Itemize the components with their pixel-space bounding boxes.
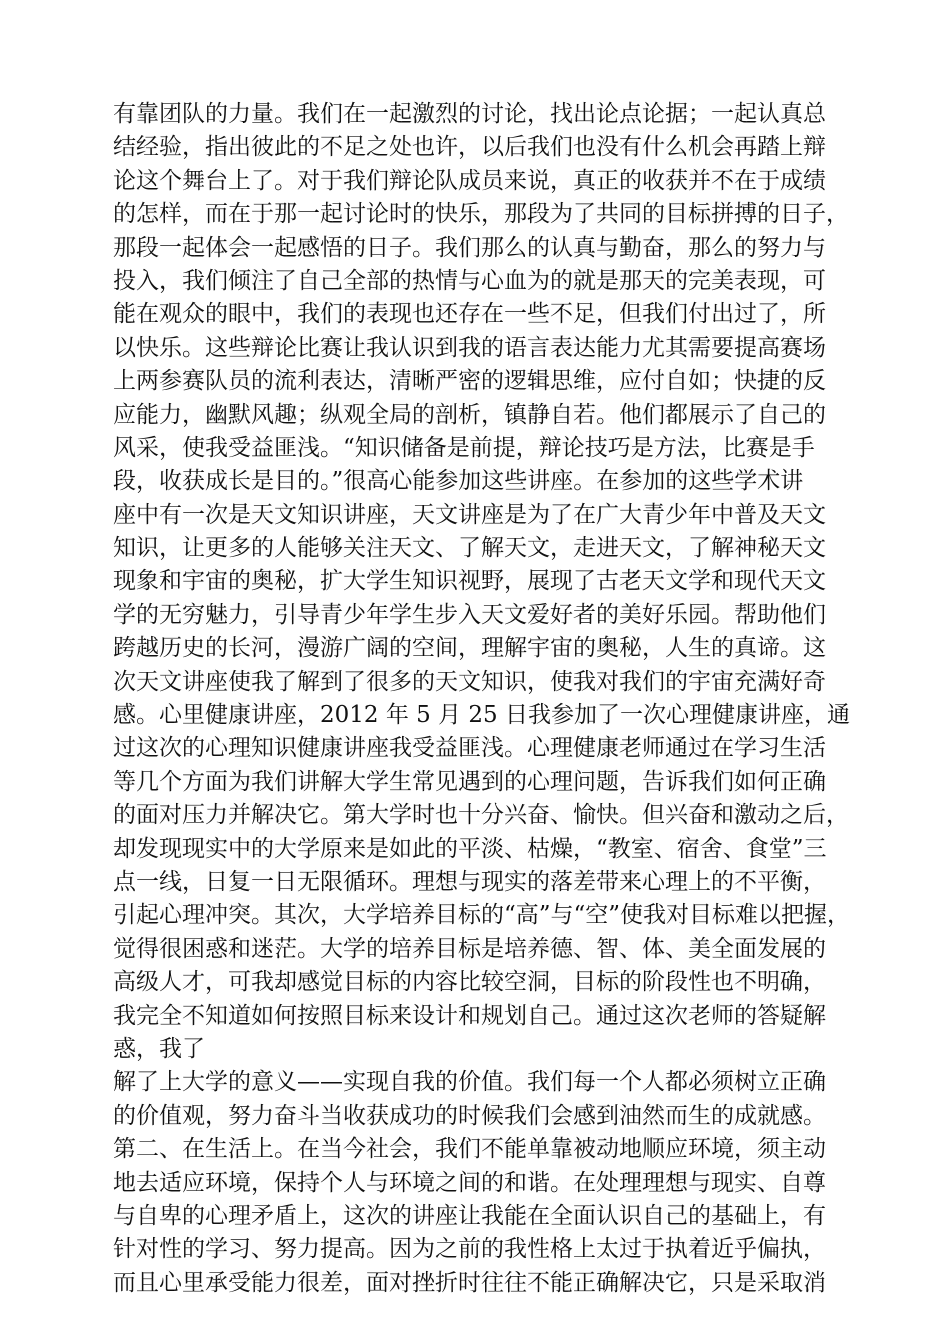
text-line: 过这次的心理知识健康讲座我受益匪浅。心理健康老师通过在学习生活 [113,735,826,762]
text-line: 而且心里承受能力很差，面对挫折时往往不能正确解决它，只是采取消 [113,1269,826,1296]
text-line: 与自卑的心理矛盾上，这次的讲座让我能在全面认识自己的基础上，有 [113,1202,826,1229]
text-line: 以快乐。这些辩论比赛让我认识到我的语言表达能力尤其需要提高赛场 [113,334,826,361]
text-line: 能在观众的眼中，我们的表现也还存在一些不足，但我们付出过了，所 [113,301,826,328]
text-line: 的价值观，努力奋斗当收获成功的时候我们会感到油然而生的成就感。 [113,1102,826,1129]
text-line: 点一线，日复一日无限循环。理想与现实的落差带来心理上的不平衡， [113,868,826,895]
text-line: 高级人才，可我却感觉目标的内容比较空洞，目标的阶段性也不明确， [113,969,826,996]
text-line: 段，收获成长是目的。”很高心能参加这些讲座。在参加的这些学术讲 [113,468,804,495]
text-line: 那段一起体会一起感悟的日子。我们那么的认真与勤奋，那么的努力与 [113,234,826,261]
text-line: 觉得很困惑和迷茫。大学的培养目标是培养德、智、体、美全面发展的 [113,935,826,962]
text-line: 风采，使我受益匪浅。“知识储备是前提，辩论技巧是方法，比赛是手 [113,434,815,461]
text-line: 的面对压力并解决它。第大学时也十分兴奋、愉快。但兴奋和激动之后， [113,802,849,829]
text-line: 学的无穷魅力，引导青少年学生步入天文爱好者的美好乐园。帮助他们 [113,601,826,628]
text-line: 跨越历史的长河，漫游广阔的空间，理解宇宙的奥秘，人生的真谛。这 [113,635,826,662]
text-line: 解了上大学的意义——实现自我的价值。我们每一个人都必须树立正确 [113,1069,826,1096]
text-line: 结经验，指出彼此的不足之处也许，以后我们也没有什么机会再踏上辩 [113,134,826,161]
text-line: 却发现现实中的大学原来是如此的平淡、枯燥，“教室、宿舍、食堂”三 [113,835,827,862]
text-line: 惑，我了 [113,1035,205,1062]
text-line: 上两参赛队员的流利表达，清晰严密的逻辑思维，应付自如；快捷的反 [113,368,826,395]
text-line: 论这个舞台上了。对于我们辩论队成员来说，真正的收获并不在于成绩 [113,167,826,194]
text-line: 感。心里健康讲座，2012 年 5 月 25 日我参加了一次心理健康讲座，通 [113,702,850,729]
text-line: 有靠团队的力量。我们在一起激烈的讨论，找出论点论据；一起认真总 [113,101,826,127]
text-line: 针对性的学习、努力提高。因为之前的我性格上太过于执着近乎偏执， [113,1236,826,1263]
text-line: 等几个方面为我们讲解大学生常见遇到的心理问题，告诉我们如何正确 [113,768,826,795]
body-text [113,98,853,1300]
text-line: 第二、在生活上。在当今社会，我们不能单靠被动地顺应环境，须主动 [113,1136,826,1163]
text-line: 投入，我们倾注了自己全部的热情与心血为的就是那天的完美表现，可 [113,267,826,294]
text-line: 的怎样，而在于那一起讨论时的快乐，那段为了共同的目标拼搏的日子， [113,201,849,228]
text-line: 我完全不知道如何按照目标来设计和规划自己。通过这次老师的答疑解 [113,1002,826,1029]
text-line: 现象和宇宙的奥秘，扩大学生知识视野，展现了古老天文学和现代天文 [113,568,826,595]
text-line: 应能力，幽默风趣；纵观全局的剖析，镇静自若。他们都展示了自己的 [113,401,826,428]
text-line: 知识，让更多的人能够关注天文、了解天文，走进天文，了解神秘天文 [113,535,826,562]
text-line: 次天文讲座使我了解到了很多的天文知识，使我对我们的宇宙充满好奇 [113,668,826,695]
text-line: 引起心理冲突。其次，大学培养目标的“高”与“空”使我对目标难以把握， [113,902,851,929]
text-line: 座中有一次是天文知识讲座，天文讲座是为了在广大青少年中普及天文 [113,501,826,528]
text-line: 地去适应环境，保持个人与环境之间的和谐。在处理理想与现实、自尊 [113,1169,826,1196]
